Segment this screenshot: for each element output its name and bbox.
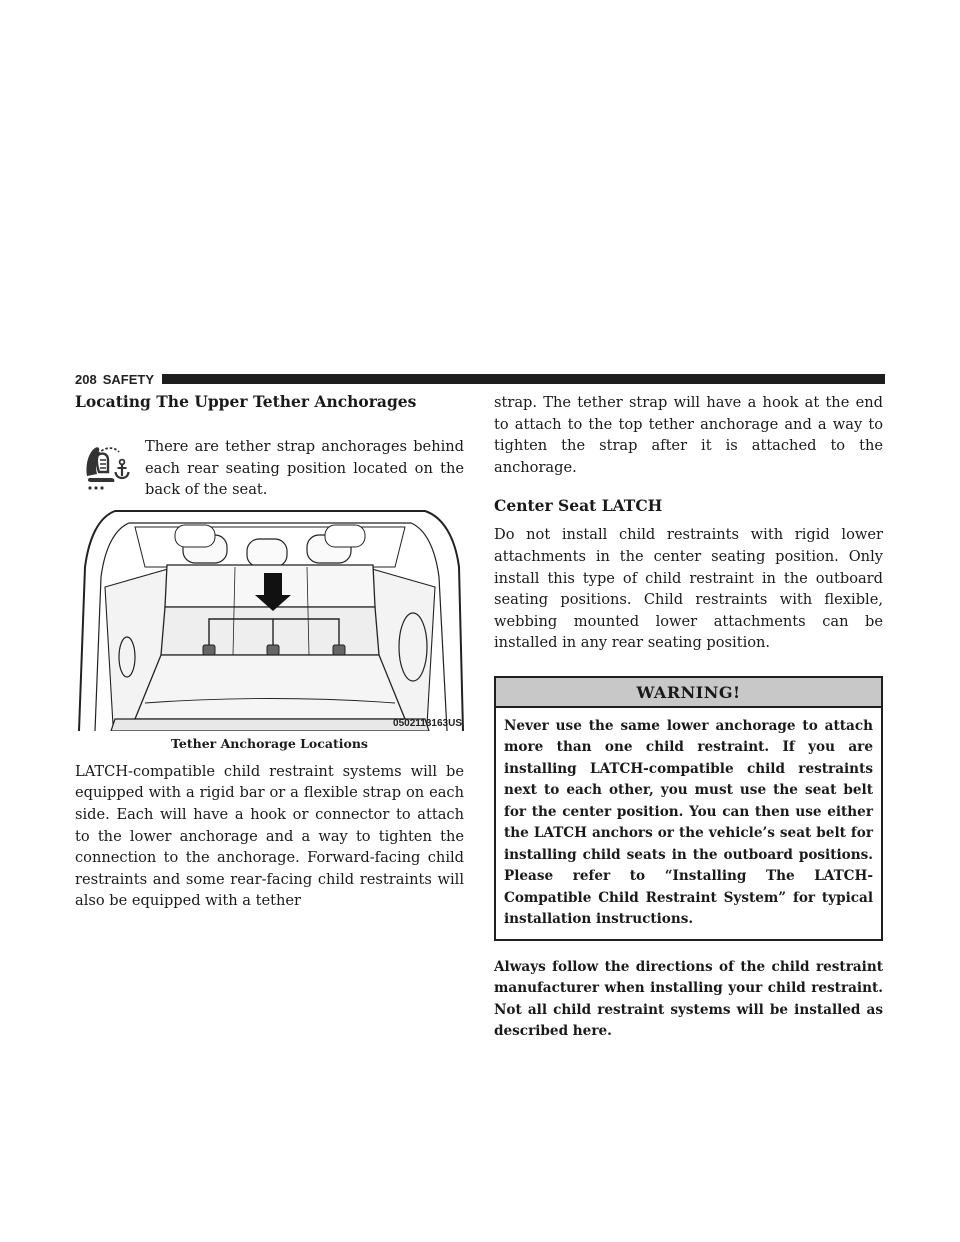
- child-seat-tether-icon: [81, 442, 133, 494]
- tether-anchorage-figure: [75, 507, 464, 731]
- left-column: [75, 392, 464, 912]
- subsection-heading: Center Seat LATCH: [494, 496, 663, 516]
- latch-paragraph: LATCH-compatible child restraint systems will be equipped with a rigid bar or a flexible strap on each side. Each will have a hook or connector to attach to the lower anchorage and a way to tighten the connection to the anchorage. Forward-facing child restraints and some rear-facing child restraints will also be equipped with a tether: [75, 762, 464, 910]
- closing-note: Always follow the directions of the child restraint manufacturer when installing your child restraint. Not all child restraint systems will be installed as described here.: [494, 958, 883, 1040]
- right-column: [494, 392, 883, 1043]
- warning-title: WARNING!: [496, 678, 881, 708]
- center-seat-paragraph: Do not install child restraints with rigid lower attachments in the center seating position. Only install this type of child restraint in the outboard seating positions. Child restraints with flexible, webbing mounted lower attachments can be installed in any rear seating position.: [494, 526, 883, 652]
- section-heading: Locating The Upper Tether Anchorages: [75, 392, 417, 411]
- page-number: 208: [75, 371, 97, 387]
- icon-note: [75, 436, 464, 501]
- figure-caption: Tether Anchorage Locations: [171, 735, 368, 751]
- section-title: SAFETY: [102, 371, 154, 387]
- page-header: [75, 372, 885, 386]
- warning-box: [494, 676, 883, 941]
- continued-paragraph: strap. The tether strap will have a hook at the end to attach to the top tether anchorage and a way to tighten the strap after it is attached to the anchorage.: [494, 394, 883, 476]
- cargo-area-illustration: [75, 507, 464, 731]
- warning-text: Never use the same lower anchorage to attach more than one child restraint. If you are installing LATCH-compatible child restraints next to each other, you must use the seat belt for the center position. You can then use either the LATCH anchors or the vehicle’s seat belt for installing child seats in the outboard positions. Please refer to “Installing The LATCH-Compatible Child Restraint System” for typical installation instructions.: [504, 717, 873, 928]
- figure-code: 0502113163US: [393, 717, 462, 729]
- header-rule: [162, 374, 885, 384]
- icon-note-text: There are tether strap anchorages behind each rear seating position located on the back of the seat.: [145, 438, 464, 499]
